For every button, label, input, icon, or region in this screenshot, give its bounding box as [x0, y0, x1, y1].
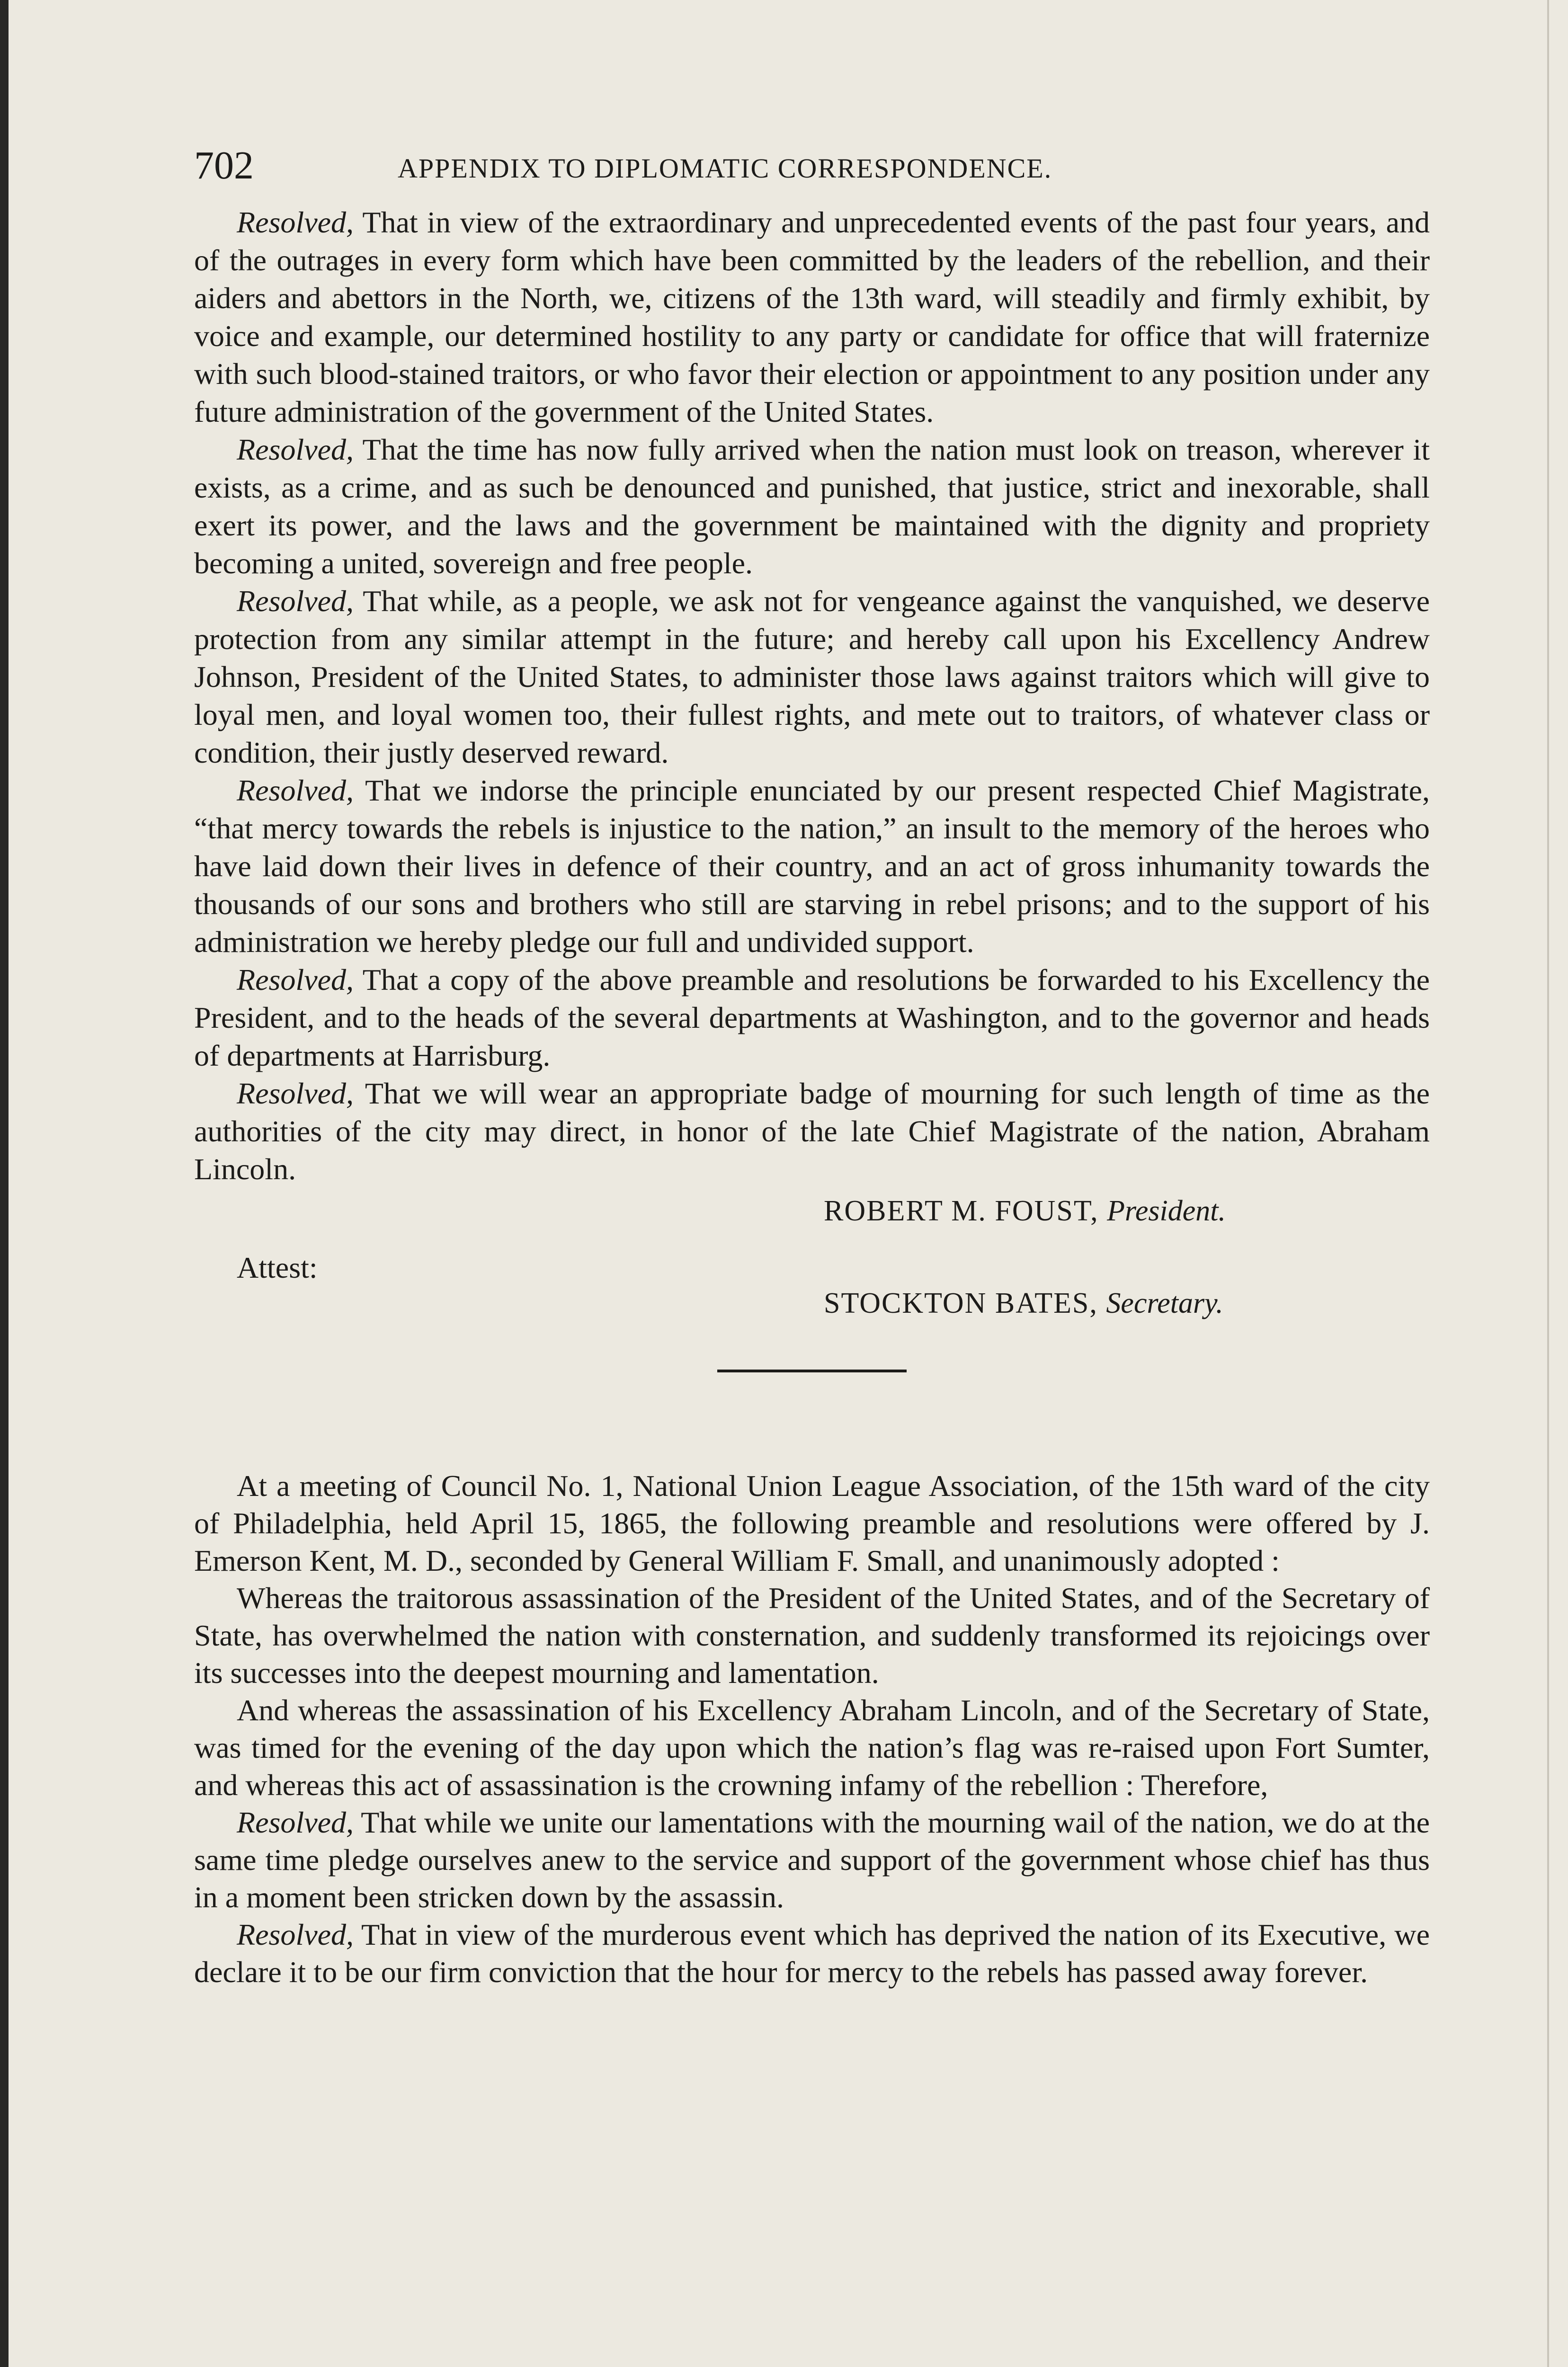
resolution-paragraph [194, 961, 1430, 1075]
whereas-paragraph: And whereas the assassination of his Excellency Abraham Lincoln, and of the Secretary of State, was timed for the evening of the day upon which the nation’s flag was re-raised upon Fort Sumter, and whereas this act of assassination is the crowning infamy of the rebellion : Therefore, [194, 1693, 1430, 1802]
president-signature [194, 1192, 1430, 1235]
attest-label: Attest: [237, 1251, 318, 1284]
resolution-text: That a copy of the above preamble and resolutions be forwarded to his Excellency the President, and to the heads of the several departments at Washington, and to the governor and heads of departments at Harrisburg. [194, 963, 1430, 1072]
resolved-keyword: Resolved, [237, 1806, 354, 1839]
page-number: 702 [194, 143, 254, 187]
page-binding-edge [0, 0, 9, 2367]
resolution-text: That we will wear an appropriate badge of mourning for such length of time as the authorities of the city may direct, in honor of the late Chief Magistrate of the nation, Abraham Lincoln. [194, 1077, 1430, 1186]
resolution-text: That the time has now fully arrived when the nation must look on treason, wherever it exists, as a crime, and as such be denounced and punished, that justice, strict and inexorable, shall exert its power, and the laws and the government be maintained with the dignity and propriety becoming a united, sovereign and free people. [194, 433, 1430, 580]
resolution-paragraph [194, 1916, 1430, 1991]
resolved-keyword: Resolved, [237, 433, 354, 466]
resolved-keyword: Resolved, [237, 584, 354, 618]
resolved-keyword: Resolved, [237, 1077, 354, 1110]
running-title: APPENDIX TO DIPLOMATIC CORRESPONDENCE. [398, 153, 1052, 184]
resolution-paragraph [194, 1804, 1430, 1916]
resolution-paragraph [194, 582, 1430, 772]
resolution-text: That in view of the murderous event which has deprived the nation of its Executive, we declare it to be our firm conviction that the hour for mercy to the rebels has passed away forever. [194, 1918, 1430, 1989]
resolution-text: That in view of the extraordinary and unprecedented events of the past four years, and of the outrages in every form which have been committed by the leaders of the rebellion, and their aiders and abettors in the North, we, citizens of the 13th ward, will steadily and firmly exhibit, by voice and example, our determined hostility to any party or candidate for office that will fraternize with such blood-stained traitors, or who favor their election or appointment to any position under any future administration of the government of the United States. [194, 205, 1430, 428]
secretary-signature-line [824, 1284, 1223, 1322]
attest-signature-row [194, 1235, 1430, 1325]
president-name: ROBERT M. FOUST, [824, 1195, 1099, 1227]
resolution-text: That while, as a people, we ask not for vengeance against the vanquished, we deserve protection from any similar attempt in the future; and hereby call upon his Excellency Andrew Johnson, President of the United States, to administer those laws against traitors which will give to loyal men, and loyal women too, their fullest rights, and mete out to traitors, of whatever class or condition, their justly deserved reward. [194, 584, 1430, 769]
resolution-text: That we indorse the principle enunciated by our present respected Chief Magistrate, “that mercy towards the rebels is injustice to the nation,” an insult to the memory of the heroes who have laid down their lives in defence of their country, and an act of gross inhumanity towards the thousands of our sons and brothers who still are starving in rebel prisons; and to the support of his administration we hereby pledge our full and undivided support. [194, 774, 1430, 959]
resolved-keyword: Resolved, [237, 774, 354, 807]
resolution-paragraph [194, 772, 1430, 961]
meeting-intro-paragraph: At a meeting of Council No. 1, National Union League Association, of the 15th ward of the city of Philadelphia, held April 15, 1865, the following preamble and resolutions were offered by J. Emerson Kent, M. D., seconded by General William F. Small, and unanimously adopted : [194, 1469, 1430, 1577]
resolution-paragraph [194, 431, 1430, 582]
second-resolutions-block [194, 1467, 1430, 1991]
resolved-keyword: Resolved, [237, 963, 354, 997]
first-resolutions-block [194, 204, 1430, 1188]
whereas-paragraph: Whereas the traitorous assassination of the President of the United States, and of the Secretary of State, has overwhelmed the nation with consternation, and suddenly transformed its rejoicings over its successes into the deepest mourning and lamentation. [194, 1581, 1430, 1690]
secretary-role: Secretary. [1106, 1287, 1223, 1319]
resolution-text: That while we unite our lamentations with the mourning wail of the nation, we do at the same time pledge ourselves anew to the service and support of the government whose chief has thus in a moment been stricken down by the assassin. [194, 1806, 1430, 1914]
page-fold-line [1547, 0, 1549, 2367]
resolved-keyword: Resolved, [237, 205, 354, 239]
president-signature-line [824, 1192, 1226, 1230]
section-gap [194, 1372, 1430, 1467]
resolution-paragraph [194, 1075, 1430, 1188]
page-header [194, 142, 1430, 204]
secretary-name: STOCKTON BATES, [824, 1287, 1098, 1319]
document-page [194, 142, 1430, 1991]
resolved-keyword: Resolved, [237, 1918, 354, 1951]
president-role: President. [1107, 1195, 1226, 1227]
resolution-paragraph [194, 204, 1430, 431]
